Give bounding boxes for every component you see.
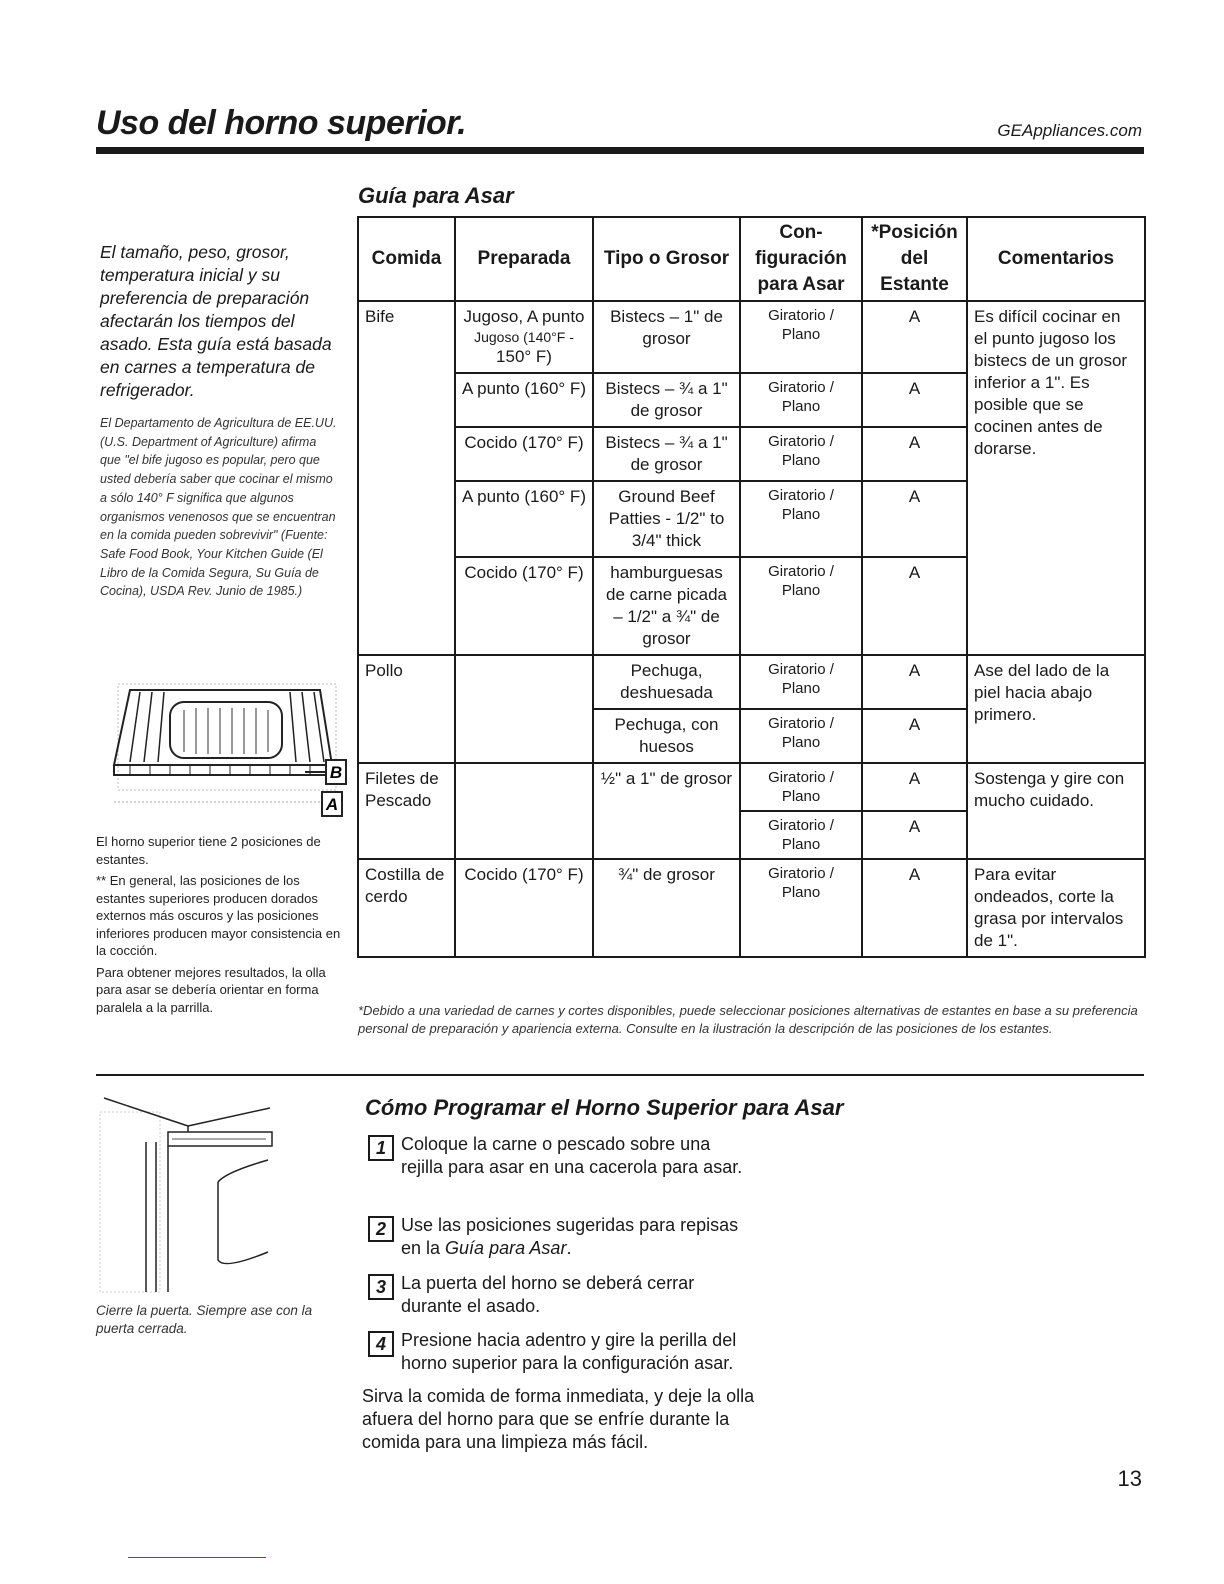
section-rule xyxy=(96,1074,1144,1076)
step-1 xyxy=(368,1133,748,1179)
type-cell: Ground Beef Patties - 1/2" to 3/4" thick xyxy=(593,481,740,557)
header-rule xyxy=(96,147,1144,154)
prep-text: Jugoso, A punto xyxy=(463,307,585,326)
food-cell: Costilla de cerdo xyxy=(358,859,455,957)
oven-rack-illustration xyxy=(100,670,350,822)
broil-guide-table xyxy=(357,216,1146,958)
program-title: Cómo Programar el Horno Superior para Asar xyxy=(365,1095,844,1120)
header-type: Tipo o Grosor xyxy=(593,217,740,301)
type-cell: Bistecs – ¾ a 1" de grosor xyxy=(593,373,740,427)
page-title: Uso del horno superior. xyxy=(96,104,467,142)
config-cell: Giratorio / Plano xyxy=(740,655,862,709)
position-cell: A xyxy=(862,301,967,373)
position-cell: A xyxy=(862,859,967,957)
type-cell: Bistecs – ¾ a 1" de grosor xyxy=(593,427,740,481)
type-cell: Bistecs – 1" de grosor xyxy=(593,301,740,373)
step-number-4: 4 xyxy=(368,1331,394,1357)
config-cell: Giratorio / Plano xyxy=(740,373,862,427)
step-text-2 xyxy=(401,1214,748,1260)
prep-cell: Cocido (170° F) xyxy=(455,557,593,655)
position-cell: A xyxy=(862,655,967,709)
rack-caption-3: Para obtener mejores resultados, la olla para asar se debería orientar en forma paralela a la parrilla. xyxy=(96,964,326,1015)
prep-cell xyxy=(455,763,593,859)
prep-cell: A punto (160° F) xyxy=(455,373,593,427)
prep-cell xyxy=(455,301,593,373)
table-row xyxy=(358,655,1145,709)
prep-cell: A punto (160° F) xyxy=(455,481,593,557)
position-cell: A xyxy=(862,763,967,811)
food-cell: Pollo xyxy=(358,655,455,763)
step-3 xyxy=(368,1272,748,1318)
comment-cell: Para evitar ondeados, corte la grasa por intervalos de 1". xyxy=(967,859,1145,957)
oven-door-illustration xyxy=(98,1092,283,1297)
step-number-2: 2 xyxy=(368,1216,394,1242)
step-2 xyxy=(368,1214,748,1260)
position-cell: A xyxy=(862,373,967,427)
type-cell: Pechuga, con huesos xyxy=(593,709,740,763)
table-row xyxy=(358,301,1145,373)
table-header-row xyxy=(358,217,1145,301)
step-text-2-ref: Guía para Asar xyxy=(445,1238,567,1258)
config-cell: Giratorio / Plano xyxy=(740,709,862,763)
position-cell: A xyxy=(862,811,967,859)
rack-caption xyxy=(96,833,348,1020)
type-cell: ½" a 1" de grosor xyxy=(593,763,740,859)
config-cell: Giratorio / Plano xyxy=(740,481,862,557)
position-cell: A xyxy=(862,481,967,557)
prep-text-small: Jugoso (140°F - xyxy=(474,329,574,345)
step-text-2-a: Use las posiciones sugeridas para repisas en la xyxy=(401,1215,739,1258)
step-text-2-end: . xyxy=(566,1238,572,1258)
position-cell: A xyxy=(862,557,967,655)
rack-label-b-text: B xyxy=(329,763,343,782)
page-number: 13 xyxy=(1117,1466,1142,1491)
config-cell: Giratorio / Plano xyxy=(740,301,862,373)
prep-cell: Cocido (170° F) xyxy=(455,427,593,481)
header-config: Con- figuración para Asar xyxy=(740,217,862,301)
type-cell: hamburguesas de carne picada – 1/2" a ¾" de grosor xyxy=(593,557,740,655)
rack-caption-1: El horno superior tiene 2 posiciones de estantes. xyxy=(96,834,321,867)
rack-caption-2: ** En general, las posiciones de los estantes superiores producen dorados externos más oscuros y las posiciones inferiores producen mayor consistencia en la cocción. xyxy=(96,873,341,958)
header-position: *Posición del Estante xyxy=(862,217,967,301)
bottom-line xyxy=(128,1557,266,1558)
food-cell: Bife xyxy=(358,301,455,655)
type-cell: ¾" de grosor xyxy=(593,859,740,957)
prep-cell xyxy=(455,655,593,763)
config-cell: Giratorio / Plano xyxy=(740,763,862,811)
door-caption: Cierre la puerta. Siempre ase con la puerta cerrada. xyxy=(96,1303,313,1336)
prep-cell: Cocido (170° F) xyxy=(455,859,593,957)
usda-note: El Departamento de Agricultura de EE.UU. (U.S. Department of Agriculture) afirma que "el bife jugoso es popular, pero que usted debería saber que cocinar el mismo a sólo 140° F significa que algunos organismos venenosos que se encuentran en la comida pueden sobrevivir" (Fuente: Safe Food Book, Your Kitchen Guide (El Libro de la Comida Segura, Su Guía de Cocina), USDA Rev. Junio de 1985.) xyxy=(100,416,337,599)
food-cell: Filetes de Pescado xyxy=(358,763,455,859)
comment-cell: Sostenga y gire con mucho cuidado. xyxy=(967,763,1145,859)
step-number-3: 3 xyxy=(368,1274,394,1300)
config-cell: Giratorio / Plano xyxy=(740,427,862,481)
serve-instructions: Sirva la comida de forma inmediata, y deje la olla afuera del horno para que se enfríe durante la comida para una limpieza más fácil. xyxy=(362,1386,755,1452)
header-prep: Preparada xyxy=(455,217,593,301)
step-text-3: La puerta del horno se deberá cerrar durante el asado. xyxy=(401,1273,695,1316)
site-url: GEAppliances.com xyxy=(997,121,1142,140)
step-text-4: Presione hacia adentro y gire la perilla del horno superior para la configuración asar. xyxy=(401,1330,737,1373)
intro-text: El tamaño, peso, grosor, temperatura inicial y su preferencia de preparación afectarán los tiempos del asado. Esta guía está basada en carnes a temperatura de refrigerador. xyxy=(100,242,332,400)
position-cell: A xyxy=(862,427,967,481)
config-cell: Giratorio / Plano xyxy=(740,557,862,655)
header-comments: Comentarios xyxy=(967,217,1145,301)
comment-cell: Es difícil cocinar en el punto jugoso los bistecs de un grosor inferior a 1". Es posible que se cocinen antes de dorarse. xyxy=(967,301,1145,655)
prep-text-end: 150° F) xyxy=(496,347,552,366)
step-number-1: 1 xyxy=(368,1135,394,1161)
comment-cell: Ase del lado de la piel hacia abajo primero. xyxy=(967,655,1145,763)
table-row xyxy=(358,859,1145,957)
step-4 xyxy=(368,1329,748,1375)
config-cell: Giratorio / Plano xyxy=(740,811,862,859)
type-cell: Pechuga, deshuesada xyxy=(593,655,740,709)
header-food: Comida xyxy=(358,217,455,301)
config-cell: Giratorio / Plano xyxy=(740,859,862,957)
table-footnote: *Debido a una variedad de carnes y cortes disponibles, puede seleccionar posiciones alternativas de estantes en base a su preferencia personal de preparación y apariencia externa. Consulte en la ilustración la descripción de las posiciones de los estantes. xyxy=(358,1003,1138,1036)
rack-label-a-text: A xyxy=(325,795,339,814)
guide-title: Guía para Asar xyxy=(358,183,514,208)
position-cell: A xyxy=(862,709,967,763)
step-text-1: Coloque la carne o pescado sobre una rejilla para asar en una cacerola para asar. xyxy=(401,1134,743,1177)
table-row xyxy=(358,763,1145,811)
